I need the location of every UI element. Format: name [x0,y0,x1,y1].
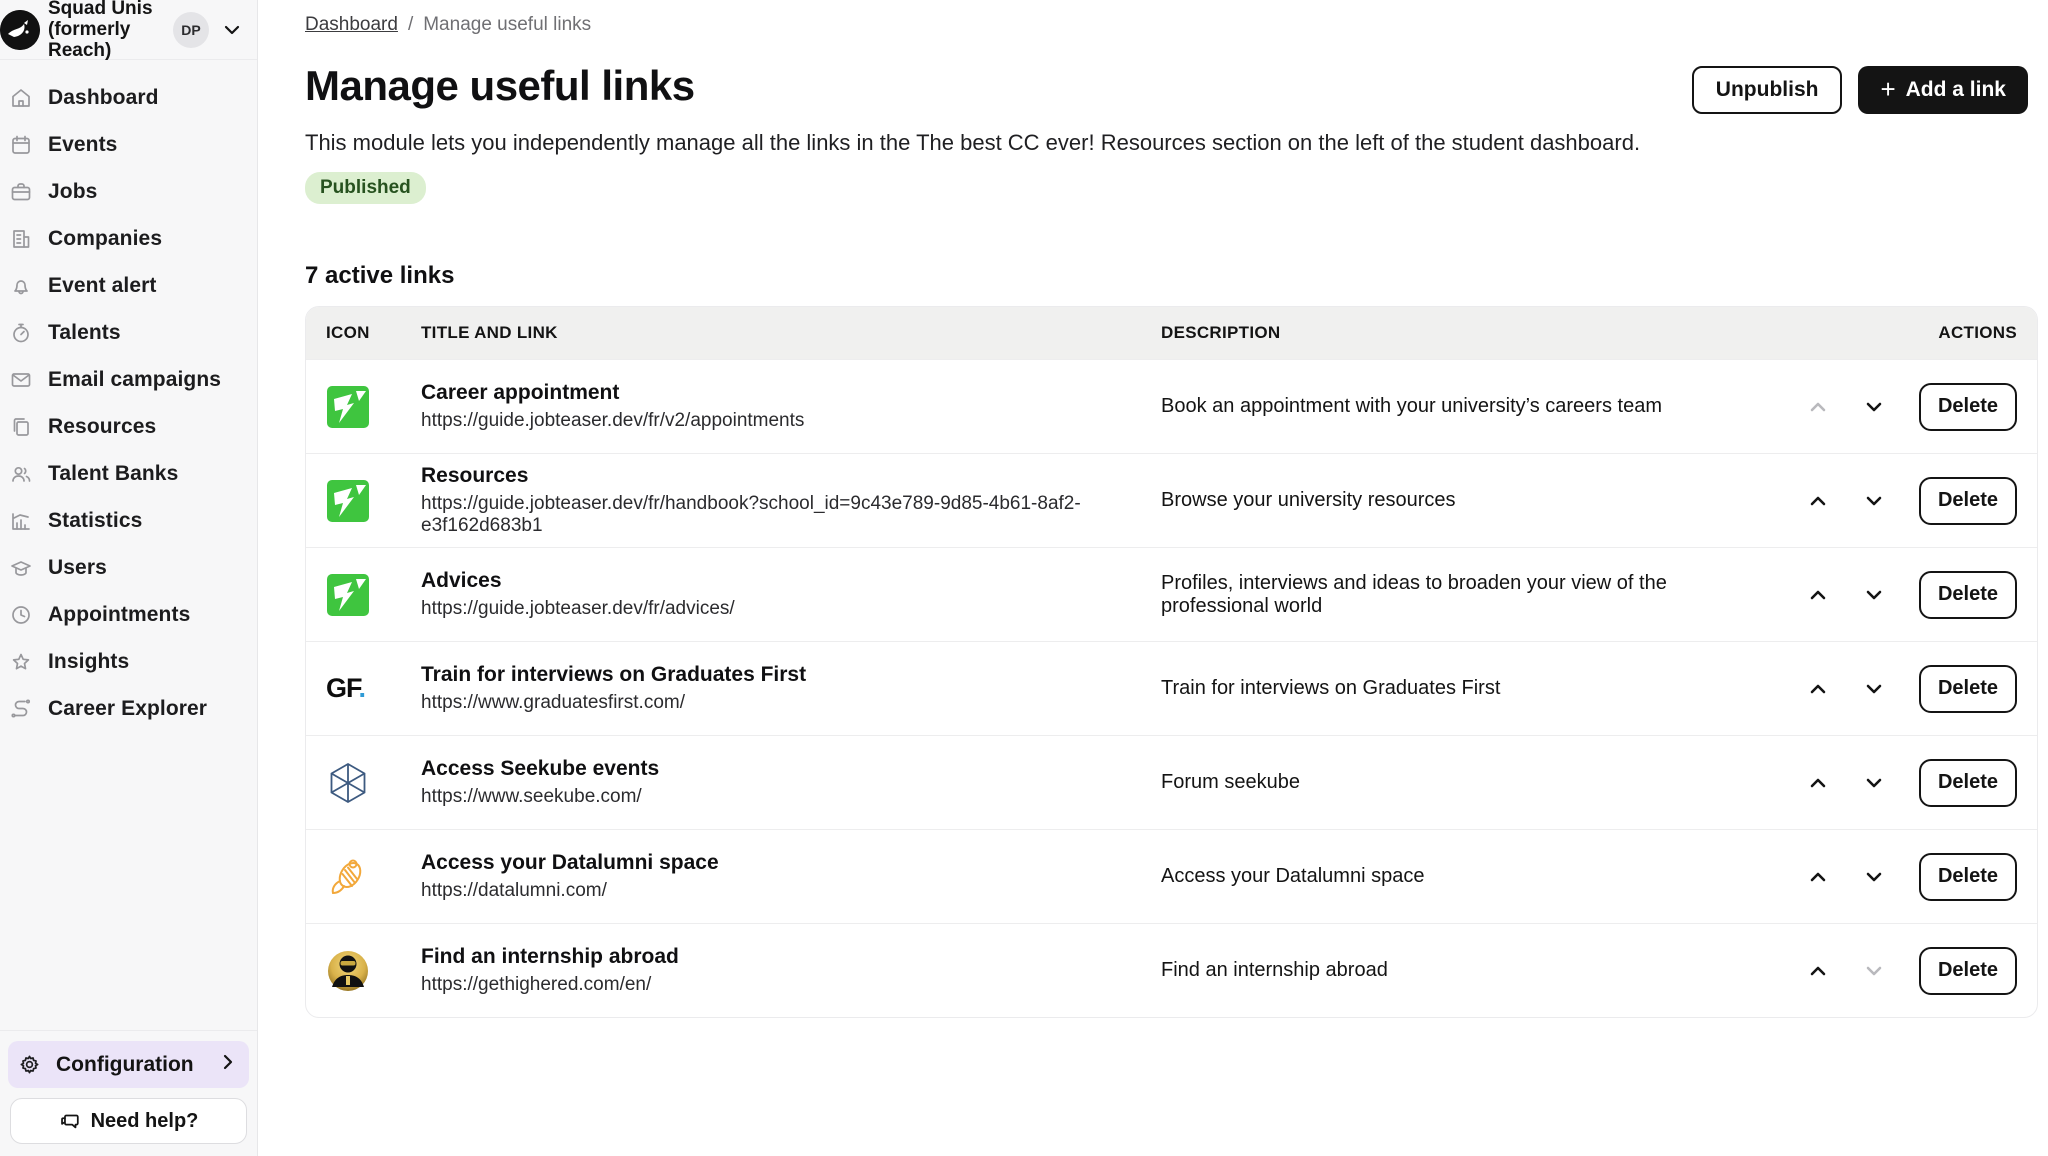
link-title: Access Seekube events [421,757,660,780]
graduation-cap-icon [8,555,34,581]
link-description: Book an appointment with your university’s careers team [1161,395,1662,417]
chevron-up-icon [1807,396,1829,418]
chevron-up-icon [1807,678,1829,700]
sidebar-item-event-alert[interactable] [0,262,257,309]
seekube-logo-icon [326,761,370,805]
people-icon [8,461,34,487]
delete-button[interactable]: Delete [1919,383,2017,431]
move-up-button[interactable] [1803,486,1833,516]
envelope-icon [8,367,34,393]
move-up-button[interactable] [1803,862,1833,892]
building-icon [8,226,34,252]
link-url: https://guide.jobteaser.dev/fr/handbook?school_id=9c43e789-9d85-4b61-8af2-e3f162d683b1 [421,493,1081,536]
link-description: Profiles, interviews and ideas to broaden your view of the professional world [1161,571,1667,617]
link-title: Find an internship abroad [421,945,679,968]
sidebar-nav [0,60,257,732]
sidebar-item-career-explorer[interactable] [0,685,257,732]
link-title-cell [421,464,1161,537]
column-header-title-link: TITLE AND LINK [421,323,558,342]
sidebar-item-companies[interactable] [0,215,257,262]
link-description: Train for interviews on Graduates First [1161,677,1501,699]
chart-icon [8,508,34,534]
page-header [305,62,2038,114]
sidebar-item-label: Appointments [48,602,191,626]
link-description: Forum seekube [1161,771,1300,793]
sidebar [0,0,258,1156]
main-content [258,0,2048,1156]
page-description: This module lets you independently manage all the links in the The best CC ever! Resources section on the left of the student dashboard. [305,130,1641,155]
link-url: https://www.graduatesfirst.com/ [421,692,685,713]
link-icon-cell [326,761,421,805]
chevron-down-icon [1863,678,1885,700]
sidebar-item-label: Dashboard [48,85,159,109]
links-table [305,306,2038,1018]
row-actions [1772,477,2017,525]
move-up-button[interactable] [1803,580,1833,610]
workspace-name: Squad Unis (formerly Reach) [48,0,153,62]
row-actions [1772,665,2017,713]
sidebar-item-users[interactable] [0,544,257,591]
move-up-button[interactable] [1803,956,1833,986]
squad-unis-logo-icon [0,10,40,50]
sidebar-item-configuration[interactable] [8,1041,249,1088]
sidebar-item-label: Events [48,132,118,156]
table-row [306,453,2037,547]
table-row [306,547,2037,641]
move-up-button[interactable] [1803,768,1833,798]
active-links-heading: 7 active links [305,262,455,289]
page-title: Manage useful links [305,62,695,109]
bell-icon [8,273,34,299]
move-up-button[interactable] [1803,392,1833,422]
sidebar-item-email-campaigns[interactable] [0,356,257,403]
sidebar-item-label: Jobs [48,179,98,203]
avatar[interactable]: DP [173,12,209,48]
link-icon-cell [326,673,421,704]
sidebar-item-label: Configuration [56,1052,194,1076]
row-actions [1772,571,2017,619]
chevron-down-icon [1863,396,1885,418]
add-link-button[interactable] [1858,66,2028,114]
link-icon-cell [326,855,421,899]
link-title-cell [421,381,1161,432]
chevron-up-icon [1807,866,1829,888]
chevron-up-icon [1807,584,1829,606]
home-icon [8,85,34,111]
link-icon-cell [326,385,421,429]
briefcase-icon [8,179,34,205]
link-title: Resources [421,464,529,487]
link-title: Access your Datalumni space [421,851,719,874]
sidebar-spacer [0,732,257,1030]
table-row [306,923,2037,1017]
need-help-button[interactable] [10,1098,247,1144]
need-help-label: Need help? [90,1109,199,1132]
link-url: https://datalumni.com/ [421,880,607,901]
sidebar-item-label: Statistics [48,508,143,532]
sidebar-item-talent-banks[interactable] [0,450,257,497]
sidebar-item-talents[interactable] [0,309,257,356]
chevron-down-icon [1863,490,1885,512]
link-title: Train for interviews on Graduates First [421,663,807,686]
sidebar-item-dashboard[interactable] [0,74,257,121]
move-down-button[interactable] [1859,392,1889,422]
table-row [306,359,2037,453]
move-down-button[interactable] [1859,768,1889,798]
move-down-button[interactable] [1859,486,1889,516]
link-icon-cell [326,949,421,993]
sidebar-item-label: Talent Banks [48,461,179,485]
delete-button[interactable]: Delete [1919,853,2017,901]
link-description: Access your Datalumni space [1161,865,1425,887]
move-down-button[interactable] [1859,674,1889,704]
gear-icon [16,1052,42,1078]
sidebar-item-label: Insights [48,649,130,673]
calendar-icon [8,132,34,158]
breadcrumb-dashboard-link[interactable]: Dashboard [305,14,398,35]
link-title-cell [421,851,1161,902]
chevron-down-icon [1863,960,1885,982]
row-actions [1772,947,2017,995]
column-header-icon: ICON [326,323,370,342]
link-url: https://gethighered.com/en/ [421,974,652,995]
status-badge: Published [305,172,426,204]
move-down-button[interactable] [1859,862,1889,892]
jobteaser-logo-icon [326,385,370,429]
link-description: Find an internship abroad [1161,959,1388,981]
sidebar-item-jobs[interactable] [0,168,257,215]
chevron-down-icon [1863,584,1885,606]
link-title-cell [421,945,1161,996]
link-title-cell [421,569,1161,620]
gethighered-logo-icon [326,949,370,993]
move-up-button[interactable] [1803,674,1833,704]
chat-bubble-icon [59,1110,81,1132]
header-actions [1692,66,2028,114]
breadcrumb-current: Manage useful links [423,14,592,35]
sidebar-item-appointments[interactable] [0,591,257,638]
sidebar-item-label: Talents [48,320,121,344]
sidebar-item-label: Users [48,555,107,579]
breadcrumb [305,0,2038,36]
link-title-cell [421,757,1161,808]
breadcrumb-separator: / [407,14,414,35]
star-icon [8,649,34,675]
sidebar-item-statistics[interactable] [0,497,257,544]
jobteaser-logo-icon [326,573,370,617]
unpublish-button[interactable]: Unpublish [1692,66,1843,114]
clock-icon [8,602,34,628]
chevron-up-icon [1807,490,1829,512]
table-header [306,307,2037,359]
link-title-cell [421,663,1161,714]
chevron-up-icon [1807,960,1829,982]
table-row [306,641,2037,735]
move-down-button[interactable] [1859,580,1889,610]
row-actions [1772,853,2017,901]
plus-icon: + [1880,74,1896,104]
sidebar-item-label: Companies [48,226,163,250]
sidebar-item-resources[interactable] [0,403,257,450]
move-down-button[interactable] [1859,956,1889,986]
link-description: Browse your university resources [1161,489,1456,511]
column-header-actions: ACTIONS [1938,323,2017,342]
link-icon-cell [326,573,421,617]
sidebar-item-label: Email campaigns [48,367,222,391]
table-row [306,735,2037,829]
workspace-switcher[interactable] [0,0,257,60]
link-url: https://guide.jobteaser.dev/fr/v2/appointments [421,410,805,431]
row-actions [1772,759,2017,807]
sidebar-item-events[interactable] [0,121,257,168]
pages-icon [8,414,34,440]
table-row [306,829,2037,923]
delete-button[interactable]: Delete [1919,477,2017,525]
chevron-down-icon [1863,866,1885,888]
sidebar-item-label: Career Explorer [48,696,208,720]
link-url: https://guide.jobteaser.dev/fr/advices/ [421,598,735,619]
sidebar-item-label: Event alert [48,273,157,297]
delete-button[interactable]: Delete [1919,571,2017,619]
delete-button[interactable]: Delete [1919,947,2017,995]
link-title: Advices [421,569,502,592]
jobteaser-logo-icon [326,479,370,523]
delete-button[interactable]: Delete [1919,759,2017,807]
path-icon [8,696,34,722]
graduates-first-logo-icon: GF. [326,673,366,703]
sidebar-item-label: Resources [48,414,157,438]
chevron-right-icon [219,1053,237,1076]
sidebar-bottom [0,1030,257,1156]
stopwatch-icon [8,320,34,346]
column-header-description: DESCRIPTION [1161,323,1281,342]
link-url: https://www.seekube.com/ [421,786,642,807]
delete-button[interactable]: Delete [1919,665,2017,713]
datalumni-logo-icon [326,855,370,899]
link-title: Career appointment [421,381,620,404]
chevron-down-icon[interactable] [221,19,243,41]
row-actions [1772,383,2017,431]
chevron-up-icon [1807,772,1829,794]
add-link-label: Add a link [1905,78,2006,101]
link-icon-cell [326,479,421,523]
chevron-down-icon [1863,772,1885,794]
sidebar-item-insights[interactable] [0,638,257,685]
